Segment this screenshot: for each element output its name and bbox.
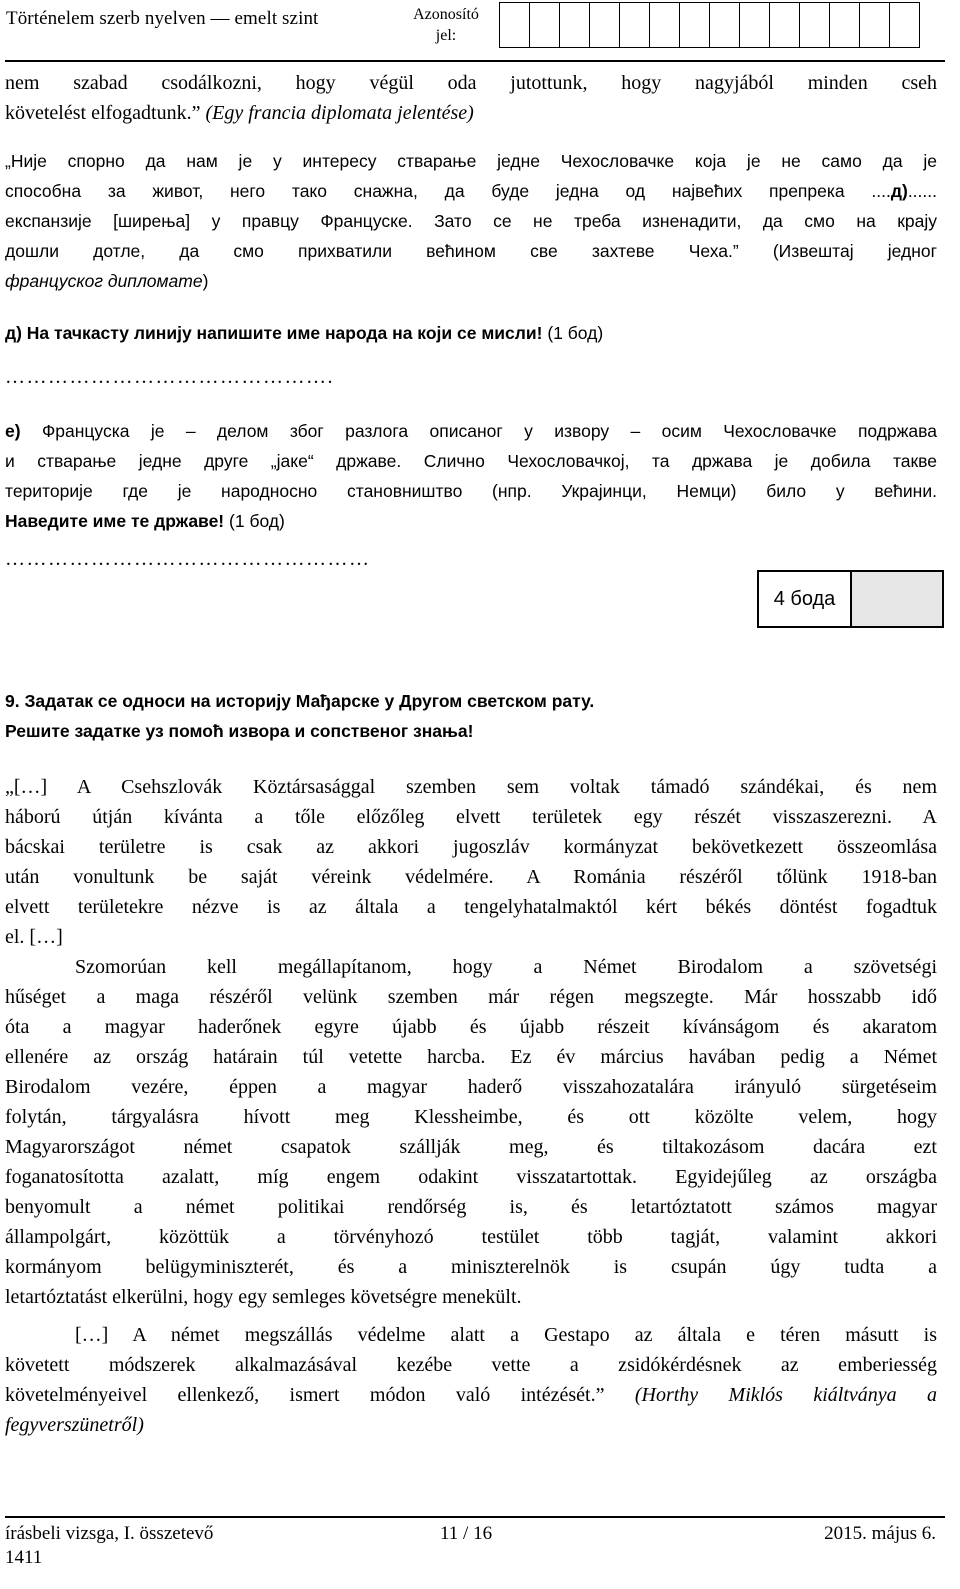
footer-page-number: 11 / 16 xyxy=(440,1523,493,1544)
serbian-quote-line: експанзије [ширења] у правцу Француске. Зато се не треба изненадити, да смо на крају xyxy=(5,211,937,231)
source-line: elvett területekre nézve is az általa a tengelyhatalmaktól kért békés döntést fogadtuk xyxy=(5,896,937,918)
serbian-source-attribution: (Извештај једног xyxy=(772,241,937,261)
source-line: […] A német megszállás védelme alatt a Gestapo az általa e téren másutt is xyxy=(75,1324,937,1346)
task-e-line: Наведите име те државе! (1 бод) xyxy=(5,511,285,531)
serbian-quote-line: француског дипломате) xyxy=(5,271,209,291)
task-9-instruction: Решите задатке уз помоћ извора и сопственог знања! xyxy=(5,721,474,741)
footer-code: 1411 xyxy=(5,1547,43,1568)
source-line: követelményeivel ellenkező, ismert módon való intézését.” (Horthy Miklós kiáltványa a xyxy=(5,1384,938,1406)
source-line: háború útján kívánta a tőle előzőleg elvett területek egy részét visszaszerezni. A xyxy=(5,806,937,828)
source-line: Birodalom vezére, éppen a magyar haderő visszahozatalára irányuló sürgetéseim xyxy=(5,1076,937,1098)
identifier-box[interactable] xyxy=(499,2,530,48)
identifier-label: Azonosító jel: xyxy=(413,6,479,44)
identifier-box[interactable] xyxy=(619,2,650,48)
source-line: Magyarországot német csapatok szállják meg, és tiltakozásom dacára ezt xyxy=(5,1136,937,1158)
source-line: foganatosította azalatt, míg engem odakint visszatartottak. Egyidejűleg az országba xyxy=(5,1166,937,1188)
source-line: állampolgárt, közöttük a törvényhozó testület több tagját, valamint akkori xyxy=(5,1226,937,1248)
header-divider xyxy=(5,60,945,62)
source-line: óta a magyar haderőnek egyre újabb és újabb részeit kívánságom és akaratom xyxy=(5,1016,937,1038)
source-line: ellenére az ország határain túl vetette harcba. Ez év március havában pedig a Német xyxy=(5,1046,937,1068)
task-d-points: (1 бод) xyxy=(547,323,604,343)
identifier-box[interactable] xyxy=(799,2,830,48)
identifier-box[interactable] xyxy=(679,2,710,48)
source-attribution: (Horthy Miklós kiáltványa a xyxy=(634,1384,938,1406)
source-line: folytán, tárgyalásra hívott meg Klessheimbe, és ott közölte velem, hogy xyxy=(5,1106,937,1128)
task-e-points: (1 бод) xyxy=(229,511,285,531)
score-box-field[interactable] xyxy=(852,570,944,628)
source-line: „[…] A Csehszlovák Köztársasággal szemben sem voltak támadó szándékai, és nem xyxy=(5,776,937,798)
identifier-box[interactable] xyxy=(589,2,620,48)
identifier-box[interactable] xyxy=(859,2,890,48)
source-line: Szomorúan kell megállapítanom, hogy a Német Birodalom a szövetségi xyxy=(75,956,937,978)
identifier-boxes xyxy=(500,2,920,48)
identifier-box[interactable] xyxy=(559,2,590,48)
identifier-box[interactable] xyxy=(739,2,770,48)
source-attribution: fegyverszünetről) xyxy=(5,1414,144,1436)
identifier-box[interactable] xyxy=(889,2,920,48)
source-line: letartóztatást elkerülni, hogy egy semleges követségre menekült. xyxy=(5,1286,522,1308)
source-line: kormányom belügyminiszterét, és a miniszterelnök is csupán úgy tudta a xyxy=(5,1256,937,1278)
identifier-box[interactable] xyxy=(709,2,740,48)
footer-date: 2015. május 6. xyxy=(824,1523,936,1544)
task-e-answer-line[interactable]: …………………………………………… xyxy=(5,548,371,570)
source-line: el. […] xyxy=(5,926,63,948)
source-continuation-line: nem szabad csodálkozni, hogy végül oda jutottunk, hogy nagyjából minden cseh xyxy=(5,72,937,94)
serbian-quote-line: „Није спорно да нам је у интересу стварање једне Чехословачке која је не само да је xyxy=(5,151,937,171)
task-d-prompt: д) На тачкасту линију напишите име народа на који се мисли! (1 бод) xyxy=(5,323,604,343)
source-line: hűséget a maga részéről velünk szemben már régen megszegte. Már hosszabb idő xyxy=(5,986,937,1008)
identifier-box[interactable] xyxy=(649,2,680,48)
source-line: bácskai területre is csak az akkori jugoszláv kormányzat bekövetkezett összeomlása xyxy=(5,836,937,858)
footer-left: írásbeli vizsga, I. összetevő 1411 xyxy=(5,1523,214,1568)
task-d-answer-line[interactable]: ………………………………………. xyxy=(5,366,334,388)
identifier-box[interactable] xyxy=(529,2,560,48)
footer-divider xyxy=(5,1516,945,1518)
task-9-heading: 9. Задатак се односи на историју Мађарске у Другом светском рату. xyxy=(5,691,595,711)
source-line: benyomult a német politikai rendőrség is, és letartóztatott számos magyar xyxy=(5,1196,937,1218)
header-title: Történelem szerb nyelven — emelt szint xyxy=(6,8,319,29)
task-e-line: територије где је народносно становништво (нпр. Украјинци, Немци) било у већини. xyxy=(5,481,937,501)
score-box xyxy=(757,570,944,628)
source-line: követett módszerek alkalmazásával kezébe vette a zsidókérdésnek az emberiesség xyxy=(5,1354,937,1376)
serbian-quote-line: дошли дотле, да смо прихватили већином све захтеве Чеха.” (Извештај једног xyxy=(5,241,937,261)
identifier-box[interactable] xyxy=(829,2,860,48)
task-e-line: е) Француска је – делом због разлога описаног у извору – осим Чехословачке подржава xyxy=(5,421,937,441)
score-box-label: 4 бода xyxy=(757,570,852,628)
task-e-line: и стварање једне друге „јаке“ државе. Слично Чехословачкој, та држава је добила такве xyxy=(5,451,937,471)
source-attribution: (Egy francia diplomata jelentése) xyxy=(205,102,474,124)
identifier-box[interactable] xyxy=(769,2,800,48)
blank-marker-d: д) xyxy=(890,181,908,201)
source-line: után vonultunk be saját véreink védelmére. A Románia részéről tőlünk 1918-ban xyxy=(5,866,937,888)
source-continuation-line: követelést elfogadtunk.” (Egy francia diplomata jelentése) xyxy=(5,102,474,124)
serbian-quote-line: способна за живот, него тако снажна, да буде једна од највећих препрека ....д)...... xyxy=(5,181,937,201)
